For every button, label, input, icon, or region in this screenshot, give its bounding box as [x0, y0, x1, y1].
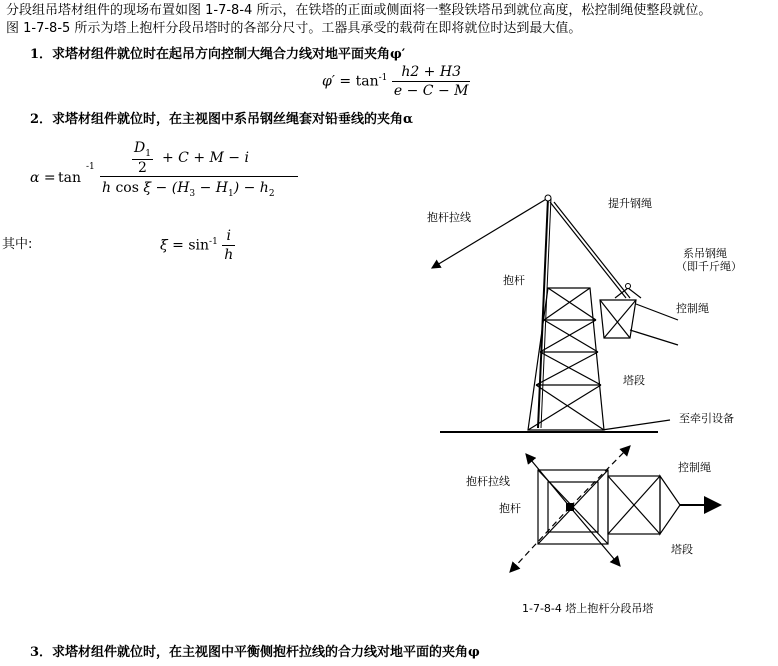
- formula-3-fraction: [222, 228, 235, 263]
- figure-side-view: [420, 180, 770, 440]
- section-3-title: 求塔材组件就位时，在主视图中平衡侧抱杆拉线的合力线对地平面的夹角φ: [52, 645, 480, 660]
- formula-2-inner-frac: $D_1$ 2: [134, 140, 151, 176]
- formula-1-lhs: φ′ =: [322, 73, 356, 90]
- section-3-number: 3．: [30, 645, 53, 660]
- intro-line-2: 图 1-7-8-5 所示为塔上抱杆分段吊塔时的各部分尺寸。工器具承受的载荷在即将就位时达到最大值。: [6, 21, 582, 36]
- formula-3-func: sin: [188, 237, 210, 254]
- plan-guy-4: [570, 507, 620, 566]
- control-rope-1: [636, 304, 678, 320]
- section-3-heading: [30, 641, 480, 660]
- label-control-rope-plan: 控制绳: [678, 461, 711, 474]
- formula-2-lhs: α =: [30, 170, 56, 186]
- label-sling-note: （即千斤绳）: [676, 260, 742, 273]
- formula-1-fraction: [392, 64, 471, 99]
- label-tower-section-plan: 塔段: [671, 543, 693, 556]
- section-1-title: 求塔材组件就位时在起吊方向控制大绳合力线对地平面夹角φ′: [52, 47, 406, 62]
- label-control-rope: 控制绳: [676, 302, 709, 315]
- winch-line: [602, 420, 670, 430]
- formula-phi-prime: [322, 64, 470, 99]
- section-1-number: 1．: [30, 47, 53, 62]
- where-label: 其中:: [2, 237, 33, 252]
- formula-3-denominator: h: [224, 247, 234, 263]
- figure-caption: 1-7-8-4 塔上抱杆分段吊塔: [522, 602, 654, 615]
- formula-3-numerator: i: [222, 228, 235, 246]
- section-1-heading: [30, 43, 405, 62]
- label-pole: 抱杆: [503, 274, 525, 287]
- label-tower-section: 塔段: [623, 374, 645, 387]
- formula-1-denominator: e − C − M: [393, 83, 469, 99]
- label-lift-rope: 提升钢绳: [608, 197, 652, 210]
- formula-3-lhs: ξ =: [160, 237, 189, 254]
- section-2-number: 2．: [30, 112, 53, 127]
- formula-1-numerator: h2 + H3: [392, 64, 471, 82]
- formula-xi: [160, 228, 235, 263]
- formula-1-exp: -1: [378, 72, 388, 83]
- formula-3-exp: -1: [209, 236, 218, 247]
- section-2-heading: [30, 108, 413, 127]
- formula-1-func: tan: [355, 73, 379, 90]
- plan-guy-3: [510, 507, 570, 572]
- formula-2-func: tan: [58, 170, 81, 186]
- label-sling: 系吊钢绳: [683, 247, 727, 260]
- label-guy-wire-plan: 抱杆拉线: [466, 475, 510, 488]
- lift-rope-line: [550, 202, 626, 298]
- intro-line-1: 分段组吊塔材组件的现场布置如图 1-7-8-4 所示，在铁塔的正面或侧面将一整段铁塔吊到就位高度，松控制绳使整段就位。: [6, 3, 712, 18]
- control-rope-2: [630, 330, 678, 345]
- section-2-title: 求塔材组件就位时，在主视图中系吊钢丝绳套对铅垂线的夹角α: [52, 112, 414, 127]
- label-guy-wire: 抱杆拉线: [427, 211, 471, 224]
- label-to-winch: 至牵引设备: [679, 412, 734, 425]
- formula-2-exp: -1: [86, 162, 95, 172]
- figure-plan-view: [470, 440, 770, 600]
- label-pole-plan: 抱杆: [499, 502, 521, 515]
